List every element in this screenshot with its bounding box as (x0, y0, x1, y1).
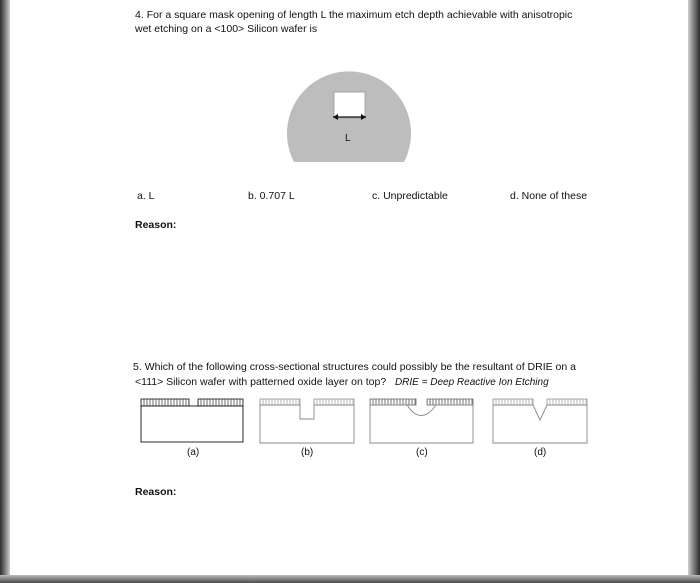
q5-line2 (135, 375, 549, 390)
q5-reason-label: Reason: (135, 486, 177, 498)
caption-d: (d) (534, 447, 547, 458)
window-frame-bottom (0, 575, 700, 583)
substrate-vertical-trench (260, 405, 354, 443)
q5-text-1: Which of the following cross-sectional structures could possibly be the resultant of DRIE on a (144, 361, 576, 373)
q4-number: 4 (135, 9, 141, 21)
q4-line1: 4. For a square mask opening of length L the maximum etch depth achievable with anisotropic (135, 9, 573, 21)
q4-option-b: b. 0.707 L (248, 190, 295, 202)
q4-reason-label: Reason: (135, 219, 177, 231)
q5-line1: 5. Which of the following cross-sectional structures could possibly be the resultant of DRIE on a (133, 361, 576, 373)
q4-line2: wet etching on a <100> Silicon wafer is (135, 23, 318, 35)
caption-b: (b) (301, 447, 314, 458)
oxide-layer-right (314, 399, 354, 405)
q4-mask-figure (286, 56, 412, 164)
oxide-layer-left (260, 399, 300, 405)
window-frame-right (688, 0, 700, 583)
cross-section-d (492, 398, 588, 444)
oxide-layer-left (141, 399, 189, 406)
substrate-isotropic-bowl (370, 405, 473, 443)
oxide-layer-left (370, 399, 416, 405)
q5-number: 5 (133, 361, 139, 373)
cross-section-b (259, 398, 355, 444)
substrate (141, 406, 243, 442)
cross-section-a (140, 398, 244, 444)
oxide-layer-right (547, 399, 587, 405)
q4-option-d: d. None of these (510, 190, 588, 202)
q4-option-a: a. L (137, 190, 155, 202)
q5-text-2: <111> Silicon wafer with patterned oxide layer on top? (135, 376, 387, 388)
oxide-layer-right (427, 399, 473, 405)
caption-c: (c) (416, 447, 428, 458)
oxide-layer-left (493, 399, 533, 405)
window-frame-left (0, 0, 10, 583)
caption-a: (a) (187, 447, 200, 458)
oxide-layer-right (198, 399, 243, 406)
q4-figure-label: L (345, 133, 351, 144)
q5-drie-note: DRIE = Deep Reactive Ion Etching (394, 377, 549, 388)
substrate-v-groove (493, 405, 587, 443)
q4-option-c: c. Unpredictable (372, 190, 448, 202)
cross-section-c (369, 398, 474, 444)
q4-text-1: For a square mask opening of length L the maximum etch depth achievable with anisotropic (146, 9, 573, 21)
mask-opening-square (334, 92, 365, 118)
